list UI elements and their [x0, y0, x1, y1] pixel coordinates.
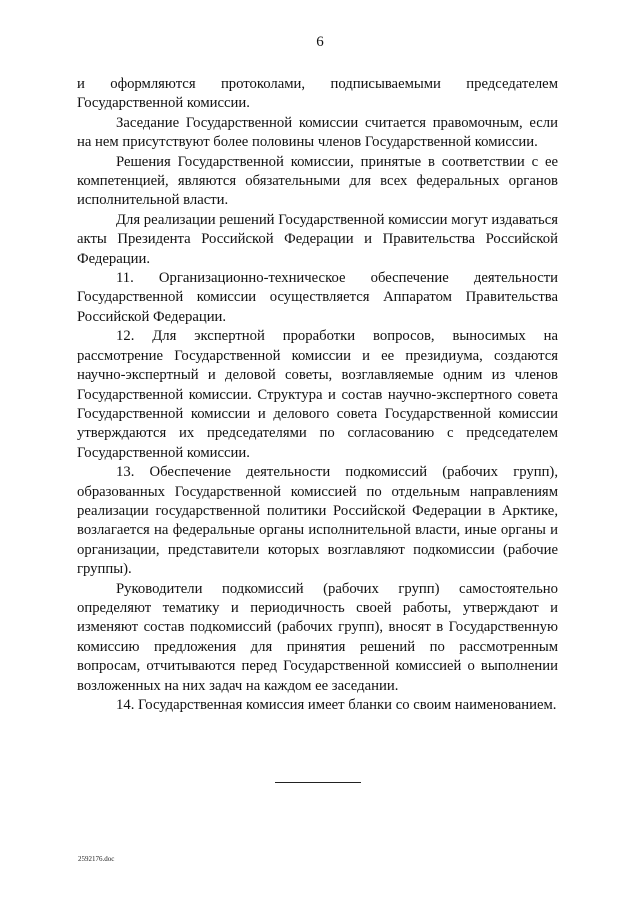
end-of-document-rule [275, 782, 361, 783]
paragraph-acts: Для реализации решений Государственной комиссии могут издаваться акты Президента Российской Федерации и Правительства Российской Федерации. [77, 211, 558, 267]
paragraph-item-12: 12. Для экспертной проработки вопросов, выносимых на рассмотрение Государственной комиссии и ее президиума, создаются научно-экспертный и деловой советы, возглавляемые одним из членов Государственной комиссии. Структура и состав научно-экспертного совета Государственной комиссии и делового совета Государственной комиссии утверждаются их председателями по согласованию с председателем Государственной комиссии. [77, 328, 558, 461]
paragraph-quorum: Заседание Государственной комиссии считается правомочным, если на нем присутствуют более половины членов Государственной комиссии. [77, 114, 558, 151]
page-number: 6 [316, 34, 324, 50]
paragraph-item-14: 14. Государственная комиссия имеет бланки со своим наименованием. [116, 697, 557, 713]
paragraph-subcommission-heads: Руководители подкомиссий (рабочих групп) самостоятельно определяют тематику и периодичность своей работы, утверждают и изменяют состав подкомиссий (рабочих групп), вносят в Государственную комиссию предложения для принятия решений по рассмотренным вопросам, отчитываются перед Государственной комиссией о выполнении возложенных на них задач на каждом ее заседании. [77, 580, 558, 694]
footer-doc-code: 2592176.doc [78, 855, 115, 863]
paragraph-decisions: Решения Государственной комиссии, принятые в соответствии с ее компетенцией, являются обязательными для всех федеральных органов исполнительной власти. [77, 153, 558, 209]
paragraph-continuation: и оформляются протоколами, подписываемыми председателем Государственной комиссии. [77, 76, 558, 112]
paragraph-item-11: 11. Организационно-техническое обеспечение деятельности Государственной комиссии осуществляется Аппаратом Правительства Российской Федерации. [77, 270, 558, 325]
paragraph-item-13: 13. Обеспечение деятельности подкомиссий (рабочих групп), образованных Государственной комиссией по отдельным направлениям реализации государственной политики Российской Федерации в Арктике, возлагается на федеральные органы исполнительной власти, иные органы и организации, представители которых возглавляют подкомиссии (рабочие группы). [77, 464, 558, 578]
document-body [77, 75, 558, 715]
